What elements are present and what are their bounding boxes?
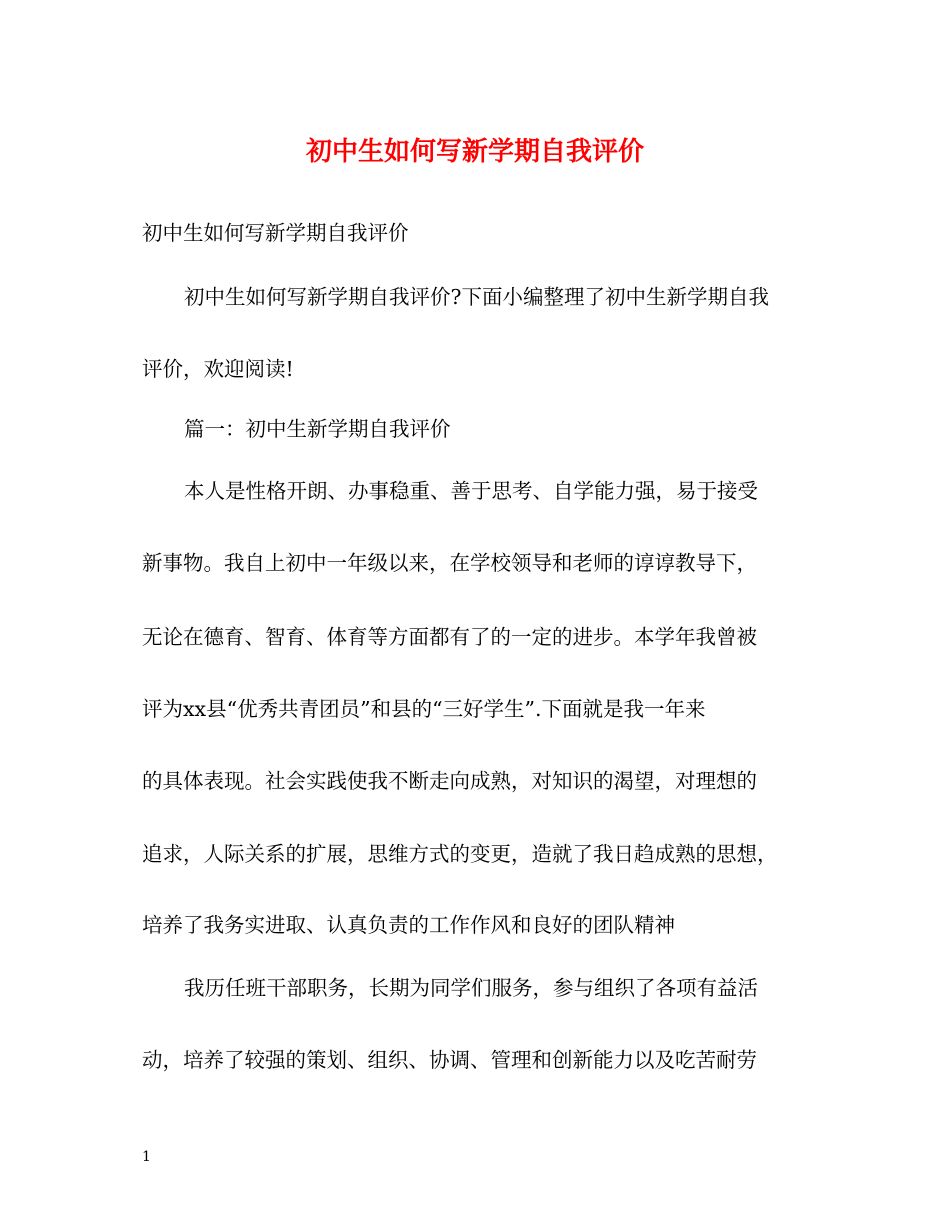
page-number: 1 bbox=[142, 1149, 151, 1165]
paragraph-line: 评为xx县“优秀共青团员”和县的“三好学生”.下面就是我一年来 bbox=[142, 697, 706, 721]
subtitle-line: 初中生如何写新学期自我评价 bbox=[142, 221, 409, 245]
paragraph-line: 评价，欢迎阅读! bbox=[142, 357, 294, 381]
paragraph-line: 无论在德育、智育、体育等方面都有了的一定的进步。本学年我曾被 bbox=[142, 625, 757, 649]
paragraph-line: 我历任班干部职务，长期为同学们服务，参与组织了各项有益活 bbox=[184, 976, 758, 1000]
paragraph-line: 的具体表现。社会实践使我不断走向成熟，对知识的渴望，对理想的 bbox=[142, 769, 757, 793]
paragraph-line: 新事物。我自上初中一年级以来，在学校领导和老师的谆谆教导下， bbox=[142, 551, 757, 575]
paragraph-line: 培养了我务实进取、认真负责的工作作风和良好的团队精神 bbox=[142, 913, 675, 937]
paragraph-line: 动，培养了较强的策划、组织、协调、管理和创新能力以及吃苦耐劳 bbox=[142, 1048, 757, 1072]
paragraph-line: 初中生如何写新学期自我评价?下面小编整理了初中生新学期自我 bbox=[184, 285, 769, 309]
paragraph-line: 本人是性格开朗、办事稳重、善于思考、自学能力强，易于接受 bbox=[184, 479, 758, 503]
section-heading: 篇一：初中生新学期自我评价 bbox=[184, 417, 451, 441]
document-title: 初中生如何写新学期自我评价 bbox=[305, 137, 644, 167]
paragraph-line: 追求，人际关系的扩展，思维方式的变更，造就了我日趋成熟的思想， bbox=[142, 842, 778, 866]
